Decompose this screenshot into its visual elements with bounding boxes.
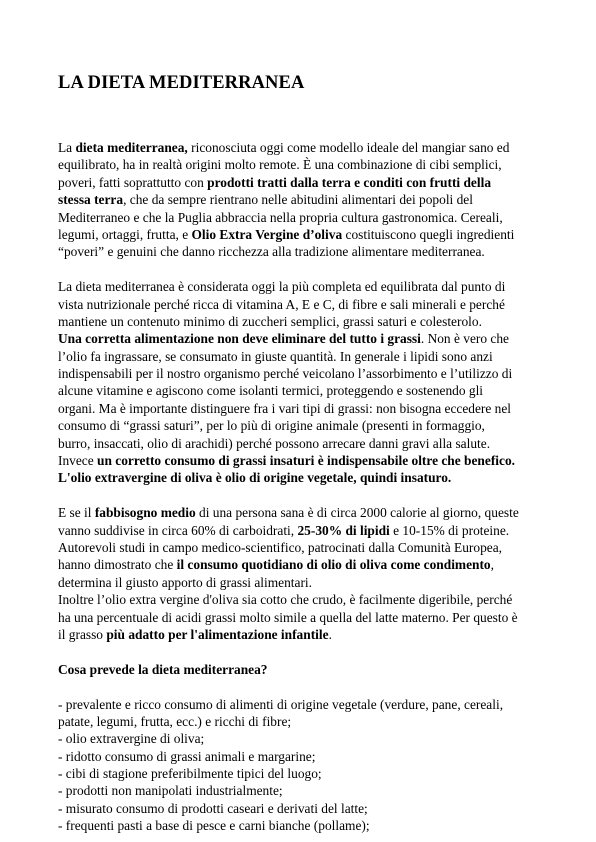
list-item: - frequenti pasti a base di pesce e carni bianche (pollame); <box>58 818 370 834</box>
section-heading: Cosa prevede la dieta mediterranea? <box>58 661 268 677</box>
list-item: patate, legumi, frutta, ecc.) e ricchi di fibre; <box>58 713 292 729</box>
bold-prodotti-terra: prodotti tratti dalla terra e conditi con frutti della <box>207 174 492 190</box>
list-item: - cibi di stagione preferibilmente tipici del luogo; <box>58 766 322 782</box>
bold-olio-insaturo: L'olio extravergine di oliva è olio di origine vegetale, quindi insaturo. <box>58 470 452 486</box>
bold-olio-extra-vergine: Olio Extra Vergine d’oliva <box>191 226 343 242</box>
bold-consumo-quotidiano: il consumo quotidiano di olio di oliva come condimento <box>176 557 491 573</box>
bold-grassi-insaturi: un corretto consumo di grassi insaturi è indispensabile oltre che benefico. <box>97 453 515 469</box>
bold-fabbisogno-medio: fabbisogno medio <box>94 505 196 521</box>
list-item: - prodotti non manipolati industrialmente; <box>58 783 283 799</box>
paragraph-nutrition: La dieta mediterranea è considerata oggi la più completa ed equilibrata dal punto di vista nutrizionale perché ricca di vitamina A, E e C, di fibre e sali minerali e perché mantiene un contenuto minimo di zuccheri semplici, grassi saturi e colesterolo. Una corretta alimentazione non deve eliminare del tutto i grassi. Non è vero che l’olio fa ingrassare, se consumato in giuste quantità. In generale i lipidi sono anzi indispensabili per il nostro organismo perché veicolano l’assorbimento e l’utilizzo di alcune vitamine e agiscono come isolanti termici, proteggendo e sostenendo gli organi. Ma è importante distinguere fra i vari tipi di grassi: non bisogna eccedere nel consumo di “grassi saturi”, per lo più di origine animale (presenti in formaggio, burro, insaccati, olio di arachidi) perché possono arrecare danni gravi alla salute. Invece un corretto consumo di grassi insaturi è indispensabile oltre che benefico. L'olio extravergine di oliva è olio di origine vegetale, quindi insaturo. <box>58 279 515 486</box>
list-item: - prevalente e ricco consumo di alimenti di origine vegetale (verdure, pane, cereali, <box>58 696 504 712</box>
bold-stessa-terra: stessa terra <box>58 192 124 208</box>
bold-lipidi: 25-30% di lipidi <box>297 522 390 538</box>
list-item: - olio extravergine di oliva; <box>58 731 205 747</box>
bold-alimentazione-infantile: più adatto per l'alimentazione infantile <box>106 626 329 642</box>
list-item: - misurato consumo di prodotti caseari e derivati del latte; <box>58 800 368 816</box>
diet-list <box>58 696 558 835</box>
document-body <box>58 139 558 835</box>
paragraph-intro: La dieta mediterranea, riconosciuta oggi come modello ideale del mangiar sano ed equilibrato, ha in realtà origini molto remote. È una combinazione di cibi semplici, poveri, fatti soprattutto con prodotti tratti dalla terra e conditi con frutti della stessa terra, che da sempre rientrano nelle abitudini alimentari dei popoli del Mediterraneo e che la Puglia abbraccia nella propria cultura gastronomica. Cereali, legumi, ortaggi, frutta, e Olio Extra Vergine d’oliva costituiscono quegli ingredienti “poveri” e genuini che danno ricchezza alla tradizione alimentare mediterranea. <box>58 140 515 260</box>
bold-corretta-alimentazione: Una corretta alimentazione non deve eliminare del tutto i grassi <box>58 331 421 347</box>
bold-dieta-mediterranea: dieta mediterranea, <box>75 140 188 155</box>
paragraph-fabbisogno: E se il fabbisogno medio di una persona sana è di circa 2000 calorie al giorno, queste vanno suddivise in circa 60% di carboidrati, 25-30% di lipidi e 10-15% di proteine. Autorevoli studi in campo medico-scientifico, patrocinati dalla Comunità Europea, hanno dimostrato che il consumo quotidiano di olio di oliva come condimento, determina il giusto apporto di grassi alimentari. Inoltre l’olio extra vergine d'oliva sia cotto che crudo, è facilmente digeribile, perché ha una percentuale di acidi grassi molto simile a quella del latte materno. Per questo è il grasso più adatto per l'alimentazione infantile. <box>58 505 519 642</box>
page-title: LA DIETA MEDITERRANEA <box>58 73 305 93</box>
list-item: - ridotto consumo di grassi animali e margarine; <box>58 748 316 764</box>
